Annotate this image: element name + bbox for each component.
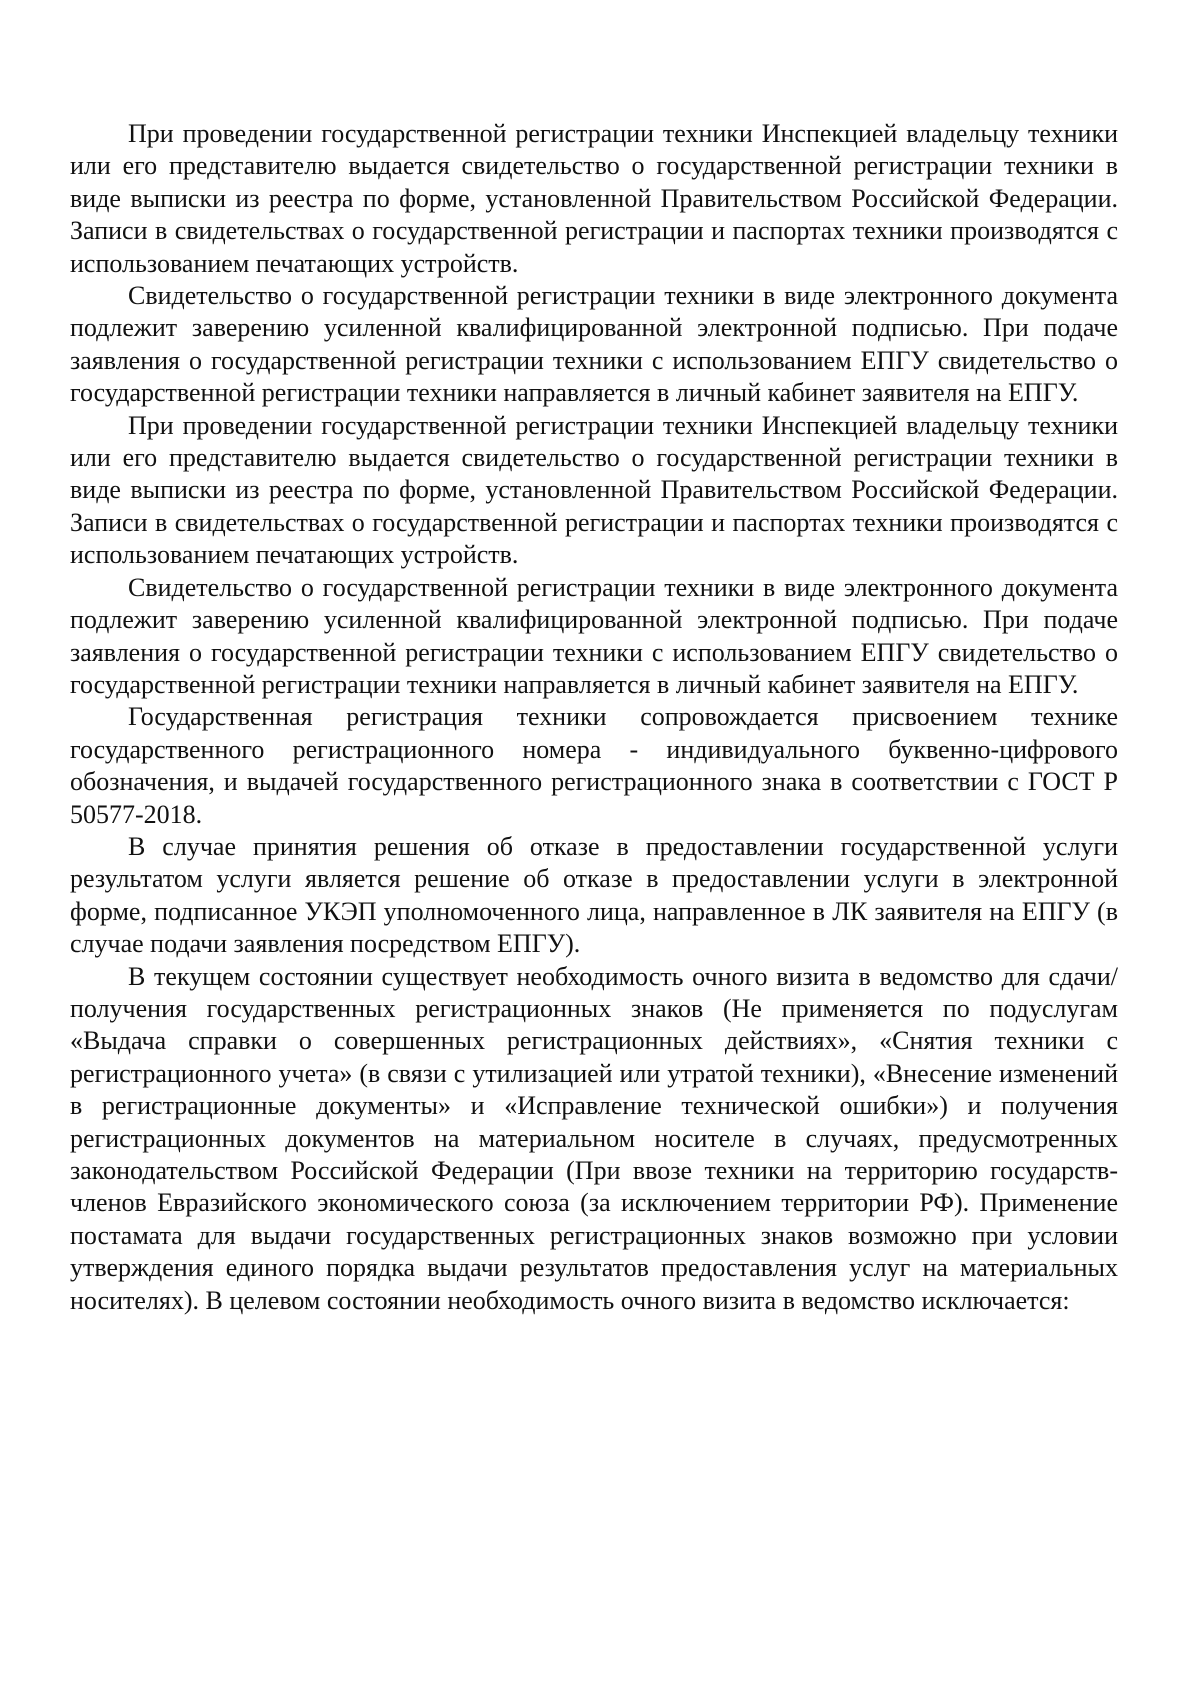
paragraph-registration-certificate-repeat: При проведении государственной регистрации техники Инспекцией владельцу техники или его представителю выдается свидетельство о государственной регистрации техники в виде выписки из реестра по форме, установленной Правительством Российской Федерации. Записи в свидетельствах о государственной регистрации и паспортах техники производятся с использованием печатающих устройств. bbox=[70, 410, 1118, 570]
paragraph-registration-certificate: При проведении государственной регистрации техники Инспекцией владельцу техники или его представителю выдается свидетельство о государственной регистрации техники в виде выписки из реестра по форме, установленной Правительством Российской Федерации. Записи в свидетельствах о государственной регистрации и паспортах техники производятся с использованием печатающих устройств. bbox=[70, 119, 1118, 278]
document-body bbox=[70, 118, 1118, 1317]
paragraph-electronic-certificate-repeat: Свидетельство о государственной регистрации техники в виде электронного документа подлежит заверению усиленной квалифицированной электронной подписью. При подаче заявления о государственной регистрации техники с использованием ЕПГУ свидетельство о государственной регистрации техники направляется в личный кабинет заявителя на ЕПГУ. bbox=[70, 572, 1118, 699]
paragraph-registration-number: Государственная регистрация техники сопровождается присвоением технике государственного регистрационного номера - индивидуального буквенно-цифрового обозначения, и выдачей государственного регистрационного знака в соответствии с ГОСТ Р 50577-2018. bbox=[70, 702, 1118, 829]
paragraph-refusal-decision: В случае принятия решения об отказе в предоставлении государственной услуги результатом услуги является решение об отказе в предоставлении услуги в электронной форме, подписанное УКЭП уполномоченного лица, направленное в ЛК заявителя на ЕПГУ (в случае подачи заявления посредством ЕПГУ). bbox=[70, 831, 1118, 959]
paragraph-in-person-visit: В текущем состоянии существует необходимость очного визита в ведомство для сдачи/получения государственных регистрационных знаков (Не применяется по подуслугам «Выдача справки о совершенных регистрационных действиях», «Снятия техники с регистрационного учета» (в связи с утилизацией или утратой техники), «Внесение изменений в регистрационные документы» и «Исправление технической ошибки») и получения регистрационных документов на материальном носителе в случаях, предусмотренных законодательством Российской Федерации (При ввозе техники на территорию государств-членов Евразийского экономического союза (за исключением территории РФ). Применение постамата для выдачи государственных регистрационных знаков возможно при условии утверждения единого порядка выдачи результатов предоставления услуг на материальных носителях). В целевом состоянии необходимость очного визита в ведомство исключается: bbox=[70, 961, 1118, 1315]
paragraph-electronic-certificate: Свидетельство о государственной регистрации техники в виде электронного документа подлежит заверению усиленной квалифицированной электронной подписью. При подаче заявления о государственной регистрации техники с использованием ЕПГУ свидетельство о государственной регистрации техники направляется в личный кабинет заявителя на ЕПГУ. bbox=[70, 281, 1118, 408]
